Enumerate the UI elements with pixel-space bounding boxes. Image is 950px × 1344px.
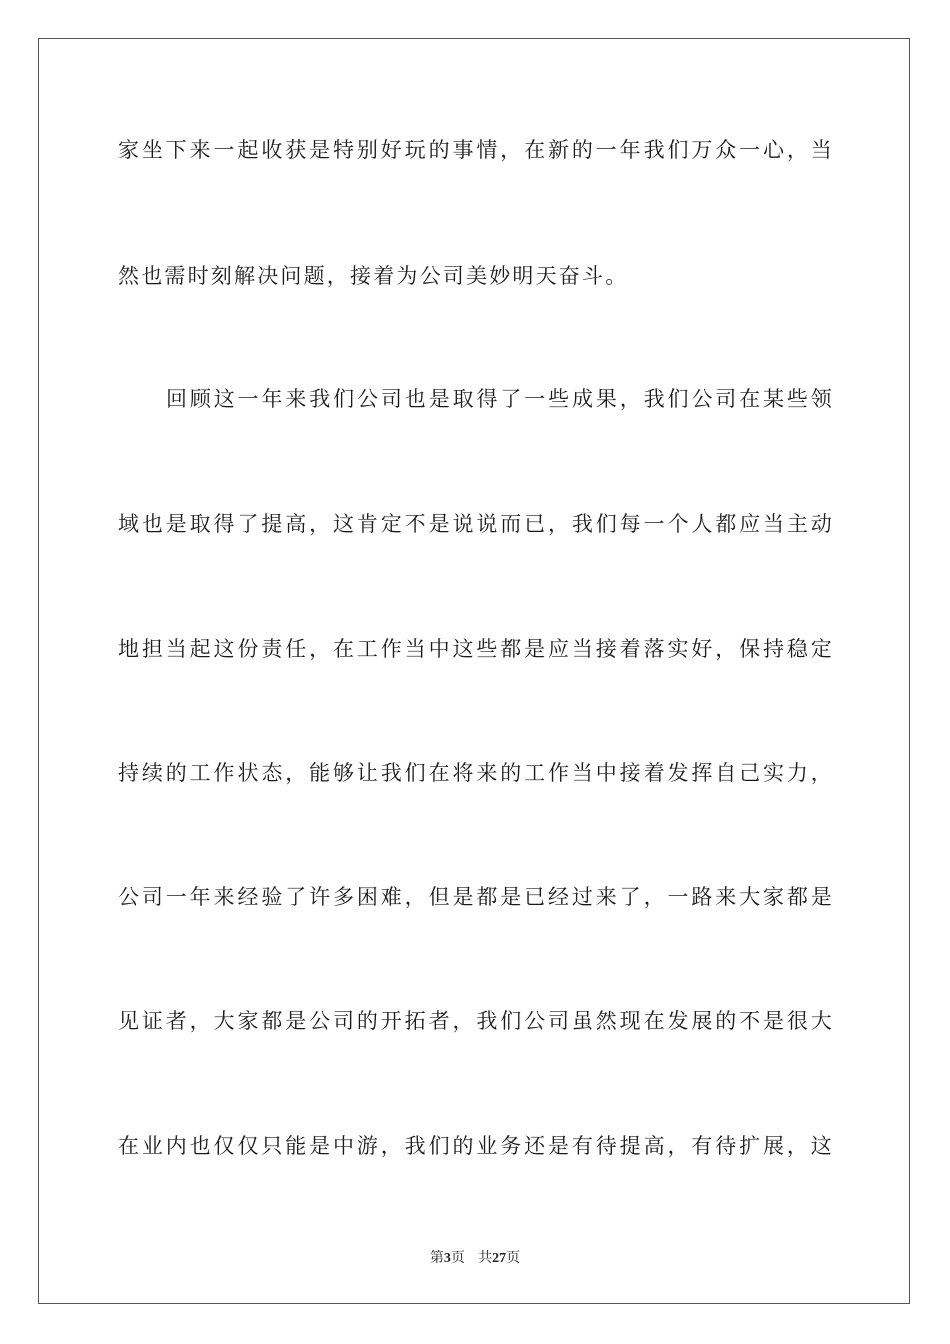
body-text-line: 域也是取得了提高，这肯定不是说说而已，我们每一个人都应当主动 <box>118 512 834 536</box>
total-prefix: 共 <box>478 1250 493 1266</box>
total-pages: 27 <box>492 1251 507 1266</box>
body-text-line: 回顾这一年来我们公司也是取得了一些成果，我们公司在某些领 <box>166 387 834 411</box>
body-text-line: 见证者，大家都是公司的开拓者，我们公司虽然现在发展的不是很大 <box>118 1009 834 1033</box>
body-text-line: 家坐下来一起收获是特别好玩的事情，在新的一年我们万众一心，当 <box>118 138 834 162</box>
page-prefix: 第 <box>429 1250 444 1266</box>
total-suffix: 页 <box>506 1250 521 1266</box>
page-footer <box>0 1248 950 1269</box>
body-text-line: 持续的工作状态，能够让我们在将来的工作当中接着发挥自己实力， <box>118 761 834 785</box>
page-border <box>38 38 910 1304</box>
body-text-line: 公司一年来经验了许多困难，但是都是已经过来了，一路来大家都是 <box>118 885 834 909</box>
page-suffix: 页 <box>450 1250 465 1266</box>
body-text-line: 地担当起这份责任，在工作当中这些都是应当接着落实好，保持稳定 <box>118 637 834 661</box>
body-text-line: 在业内也仅仅只能是中游，我们的业务还是有待提高，有待扩展，这 <box>118 1134 834 1158</box>
body-text-line: 然也需时刻解决问题，接着为公司美妙明天奋斗。 <box>118 264 629 288</box>
page-number: 3 <box>443 1251 451 1266</box>
